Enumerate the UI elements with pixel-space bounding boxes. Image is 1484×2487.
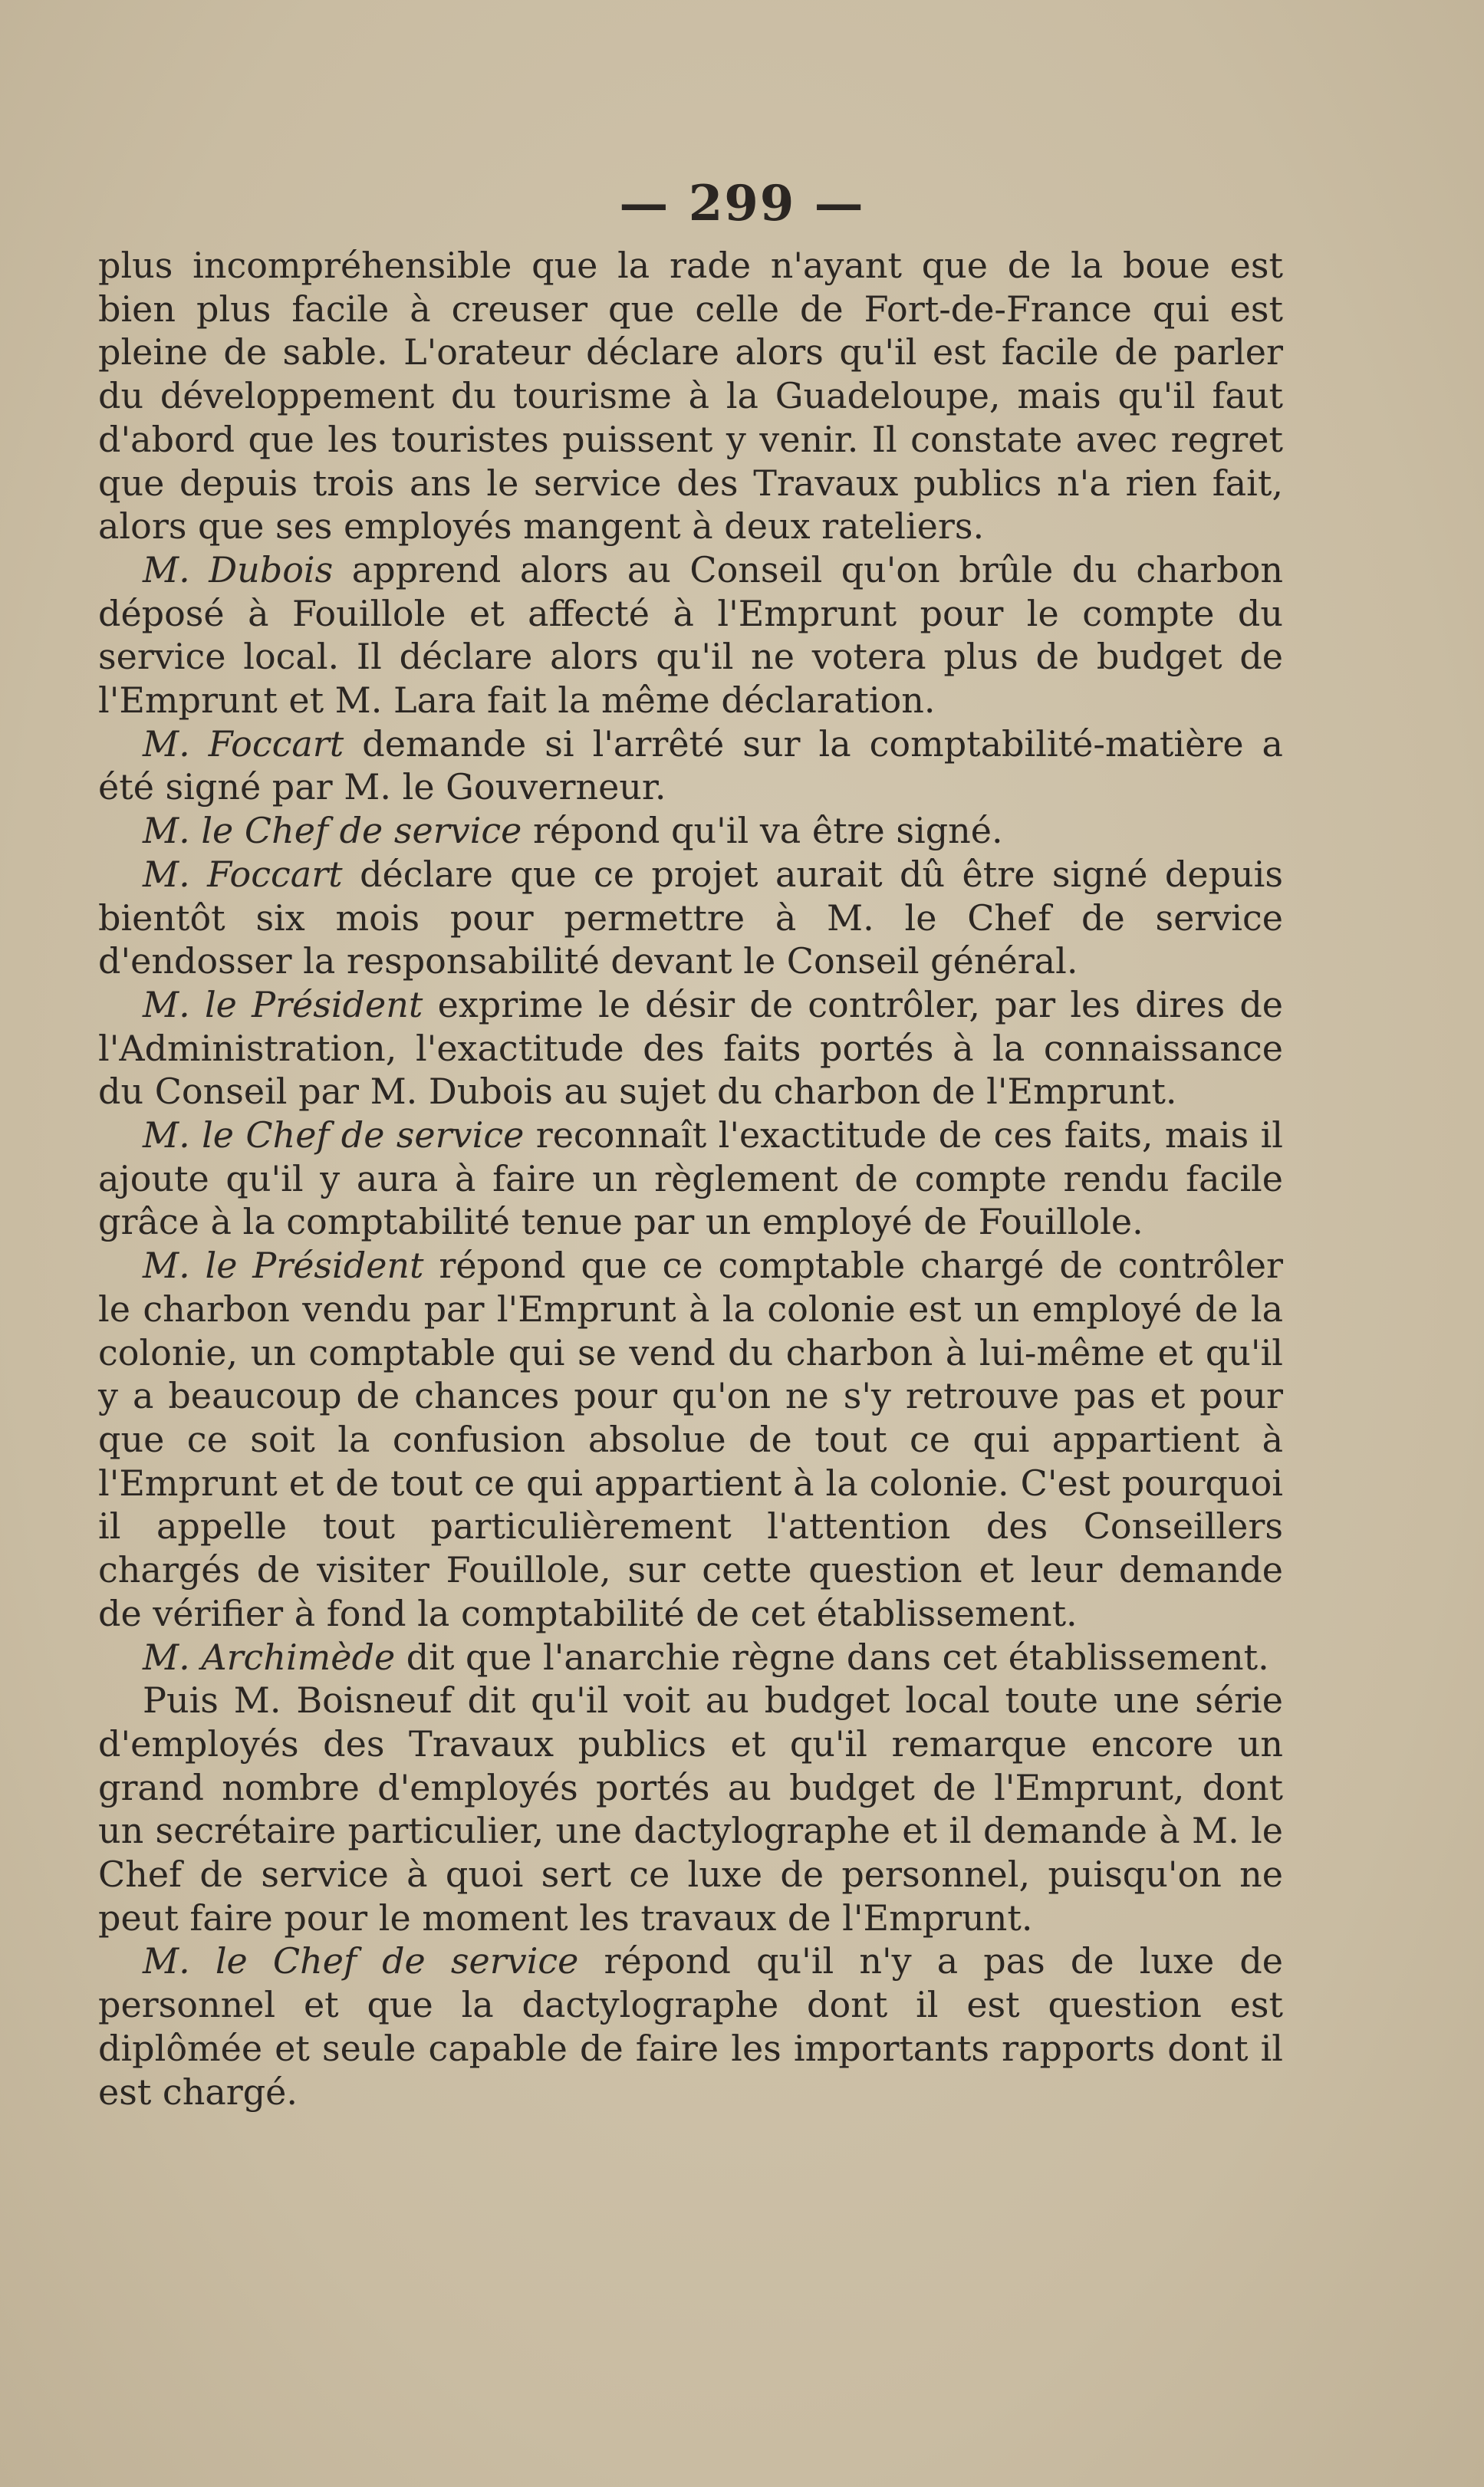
speaker-name: M. Foccart <box>143 853 343 895</box>
speaker-name: M. le Chef de service <box>143 1940 579 1982</box>
paragraph: M. Dubois apprend alors au Conseil qu'on brûle du charbon déposé à Fouillole et affecté à l'Emprunt pour le compte du service local. Il déclare alors qu'il ne votera plus de budget de l'Emprunt et M. Lara fait la même déclaration. <box>98 548 1283 722</box>
paragraph: M. le Président répond que ce comptable chargé de contrôler le charbon vendu par l'Emprunt à la colonie est un employé de la colonie, un comptable qui se vend du charbon à lui-même et qu'il y a beaucoup de chances pour qu'on ne s'y retrouve pas et pour que ce soit la confusion absolue de tout ce qui appartient à l'Emprunt et de tout ce qui appartient à la colonie. C'est pourquoi il appelle tout particulièrement l'attention des Conseillers chargés de visiter Fouillole, sur cette question et leur demande de vérifier à fond la comptabilité de cet établissement. <box>98 1245 1283 1634</box>
page-number: — 299 — <box>619 175 865 232</box>
speaker-name: M. Dubois <box>143 548 334 590</box>
paragraph: M. le Chef de service répond qu'il n'y a pas de luxe de personnel et que la dactylographe dont il est question est diplômée et seule capable de faire les importants rapports dont il est chargé. <box>98 1940 1284 2113</box>
paragraph: M. le Président exprime le désir de contrôler, par les dires de l'Administration, l'exactitude des faits portés à la connaissance du Conseil par M. Dubois au sujet du charbon de l'Emprunt. <box>98 983 1283 1113</box>
speaker-name: M. Archimède <box>143 1636 396 1678</box>
paragraph: M. le Chef de service reconnaît l'exactitude de ces faits, mais il ajoute qu'il y aura à faire un règlement de compte rendu facile grâce à la comptabilité tenue par un employé de Fouillole. <box>98 1114 1284 1243</box>
speaker-name: M. le Chef de service <box>143 810 522 852</box>
body-text <box>98 244 1283 2114</box>
paragraph: plus incompréhensible que la rade n'ayant que de la boue est bien plus facile à creuser que celle de Fort-de-France qui est pleine de sable. L'orateur déclare alors qu'il est facile de parler du développement du tourisme à la Guadeloupe, mais qu'il faut d'abord que les touristes puissent y venir. Il constate avec regret que depuis trois ans le service des Travaux publics n'a rien fait, alors que ses employés mangent à deux rateliers. <box>98 245 1283 548</box>
speaker-name: M. le Président <box>143 1245 424 1287</box>
paragraph: Puis M. Boisneuf dit qu'il voit au budget local toute une série d'employés des Travaux publics et qu'il remarque encore un grand nombre d'employés portés au budget de l'Emprunt, dont un secrétaire particulier, une dactylographe et il demande à M. le Chef de service à quoi sert ce luxe de personnel, puisqu'on ne peut faire pour le moment les travaux de l'Emprunt. <box>98 1679 1283 1939</box>
speaker-name: M. le Chef de service <box>143 1114 525 1156</box>
speaker-name: M. le Président <box>143 983 423 1025</box>
paragraph: M. Foccart déclare que ce projet aurait dû être signé depuis bientôt six mois pour permettre à M. le Chef de service d'endosser la responsabilité devant le Conseil général. <box>98 853 1283 982</box>
speaker-name: M. Foccart <box>143 722 344 765</box>
paragraph: M. le Chef de service répond qu'il va être signé. <box>143 810 1003 852</box>
paragraph: M. Archimède dit que l'anarchie règne dans cet établissement. <box>143 1636 1269 1678</box>
paragraph: M. Foccart demande si l'arrêté sur la comptabilité-matière a été signé par M. le Gouverneur. <box>98 722 1283 808</box>
